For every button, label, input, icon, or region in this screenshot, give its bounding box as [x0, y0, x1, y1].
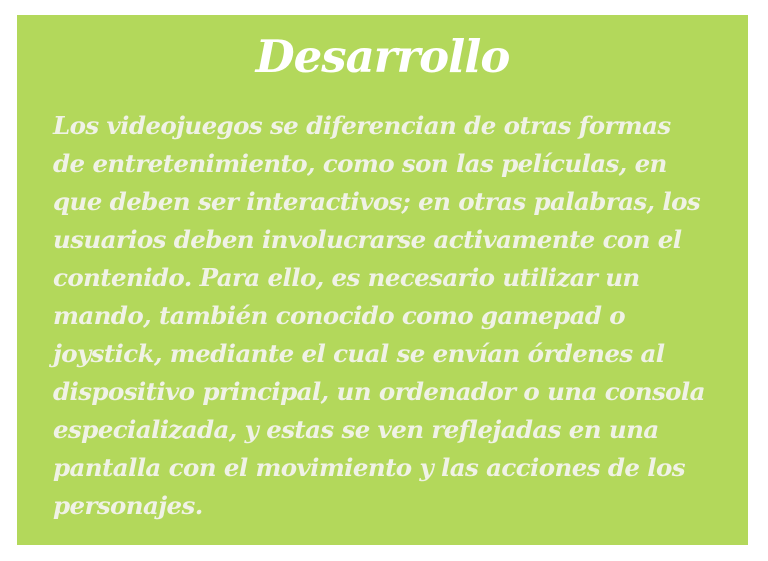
slide-body-paragraph: Los videojuegos se diferencian de otras formas de entretenimiento, como son las películas, en que deben ser interactivos; en otras palabras, los usuarios deben involucrarse activamente con el contenido. Para ello, es necesario utilizar un mando, también conocido como gamepad o joystick, mediante el cual se envían órdenes al dispositivo principal, un ordenador o una consola especializada, y estas se ven reflejadas en una pantalla con el movimiento y las acciones de los personajes.: [53, 110, 705, 520]
slide-title: Desarrollo: [255, 30, 510, 83]
slide-content-panel: [17, 15, 748, 545]
